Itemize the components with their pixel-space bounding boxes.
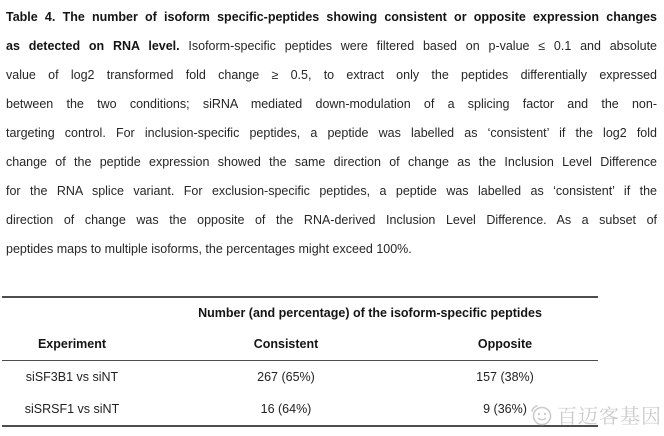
caption-line <box>6 90 657 119</box>
table-row <box>2 393 598 425</box>
caption-line <box>6 235 657 264</box>
column-header-consistent: Consistent <box>253 336 319 351</box>
table-bottom-rule <box>2 425 598 427</box>
cell-experiment: siSRSF1 vs siNT <box>24 402 120 416</box>
caption-line <box>6 206 657 235</box>
cell-opposite: 157 (38%) <box>476 370 534 384</box>
table-row <box>2 361 598 393</box>
watermark-text: 百迈客基因 <box>557 406 662 428</box>
caption-bold-text: Table 4. The number of isoform specific-peptides showing consistent or opposite expression changes <box>6 10 657 24</box>
cell-opposite: 9 (36%) <box>483 402 527 416</box>
table-caption <box>6 3 657 264</box>
caption-text: direction of change was the opposite of the RNA-derived Inclusion Level Difference. As a subset of <box>6 213 657 227</box>
table-header-row <box>2 328 598 360</box>
cell-experiment: siSF3B1 vs siNT <box>25 370 119 384</box>
caption-line <box>6 177 657 206</box>
caption-line <box>6 3 657 32</box>
caption-line <box>6 32 657 61</box>
caption-text: change of the peptide expression showed the same direction of change as the Inclusion Level Difference <box>6 155 657 169</box>
column-header-experiment: Experiment <box>37 336 107 351</box>
cell-consistent: 267 (65%) <box>257 370 315 384</box>
caption-text: peptides maps to multiple isoforms, the percentages might exceed 100%. <box>6 242 412 256</box>
table-span-header-row <box>2 298 598 328</box>
watermark <box>528 400 662 429</box>
caption-text: Isoform-specific peptides were filtered based on p-value ≤ 0.1 and absolute <box>179 39 657 53</box>
results-table <box>2 296 598 427</box>
caption-text: for the RNA splice variant. For exclusion-specific peptides, a peptide was labelled as ‘consistent’ if the <box>6 184 657 198</box>
biomarker-logo-icon <box>528 402 554 428</box>
document-page <box>0 3 664 427</box>
caption-bold-text: as detected on RNA level. <box>6 39 180 53</box>
caption-line <box>6 119 657 148</box>
caption-line <box>6 61 657 90</box>
caption-text: between the two conditions; siRNA mediated down-modulation of a splicing factor and the non- <box>6 97 657 111</box>
table-span-header: Number (and percentage) of the isoform-specific peptides <box>198 305 542 320</box>
caption-text: targeting control. For inclusion-specific peptides, a peptide was labelled as ‘consistent’ if the log2 fold <box>6 126 657 140</box>
column-header-opposite: Opposite <box>477 336 533 351</box>
caption-text: value of log2 transformed fold change ≥ 0.5, to extract only the peptides differentially expressed <box>6 68 657 82</box>
cell-consistent: 16 (64%) <box>260 402 312 416</box>
caption-line <box>6 148 657 177</box>
